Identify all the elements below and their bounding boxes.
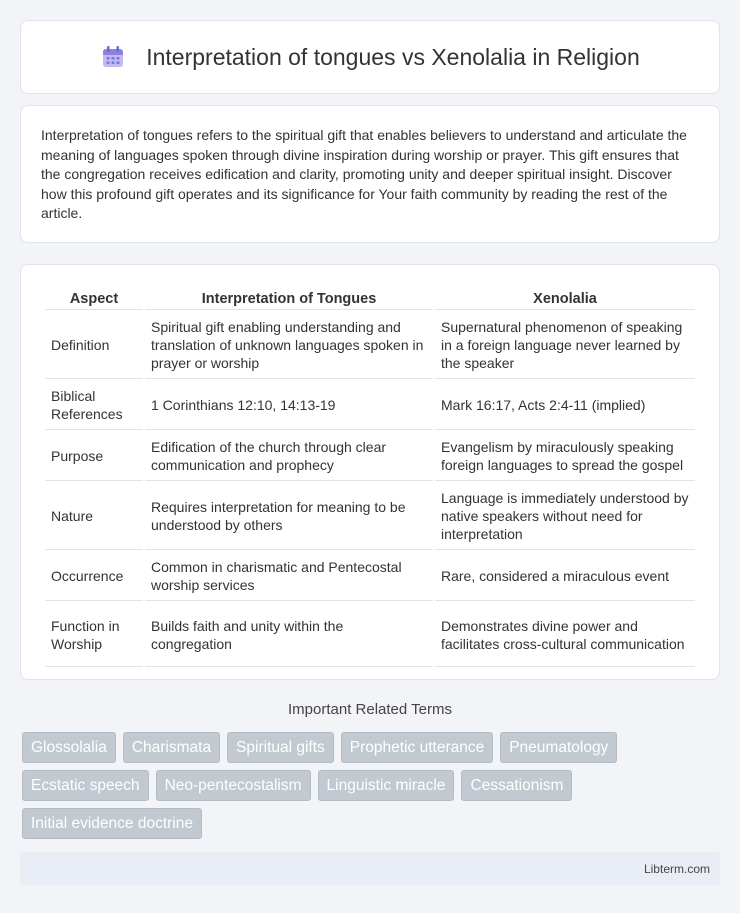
row-aspect: Purpose [45, 432, 143, 481]
comparison-table-card [20, 264, 720, 680]
related-terms-list [22, 732, 720, 839]
row-interpretation: Common in charismatic and Pentecostal worship services [145, 552, 433, 601]
row-interpretation: 1 Corinthians 12:10, 14:13-19 [145, 381, 433, 430]
table-row [45, 483, 695, 550]
related-term-tag[interactable]: Cessationism [461, 770, 572, 801]
table-row [45, 381, 695, 430]
table-row [45, 312, 695, 379]
intro-card [20, 105, 720, 243]
related-term-tag[interactable]: Charismata [123, 732, 220, 763]
row-aspect: Function in Worship [45, 603, 143, 667]
row-interpretation: Builds faith and unity within the congregation [145, 603, 433, 667]
row-interpretation: Spiritual gift enabling understanding and translation of unknown languages spoken in prayer or worship [145, 312, 433, 379]
row-xenolalia: Language is immediately understood by native speakers without need for interpretation [435, 483, 695, 550]
header-interpretation: Interpretation of Tongues [145, 287, 433, 310]
related-term-tag[interactable]: Linguistic miracle [318, 770, 455, 801]
row-xenolalia: Rare, considered a miraculous event [435, 552, 695, 601]
row-xenolalia: Demonstrates divine power and facilitates cross-cultural communication [435, 603, 695, 667]
row-xenolalia: Mark 16:17, Acts 2:4-11 (implied) [435, 381, 695, 430]
header-aspect: Aspect [45, 287, 143, 310]
table-row [45, 432, 695, 481]
related-term-tag[interactable]: Glossolalia [22, 732, 116, 763]
related-term-tag[interactable]: Neo-pentecostalism [156, 770, 311, 801]
footer-brand-link[interactable]: Libterm.com [643, 861, 710, 876]
row-interpretation: Requires interpretation for meaning to be understood by others [145, 483, 433, 550]
header-xenolalia: Xenolalia [435, 287, 695, 310]
table-header-row [45, 287, 695, 310]
row-aspect: Nature [45, 483, 143, 550]
row-aspect: Definition [45, 312, 143, 379]
table-row [45, 603, 695, 667]
intro-text: Interpretation of tongues refers to the spiritual gift that enables believers to understand and articulate the meaning of languages spoken through divine inspiration during worship or prayer. This gift ensures that the congregation receives edification and clarity, promoting unity and deeper spiritual insight. Discover how this profound gift operates and its significance for Your faith community by reading the rest of the article. [41, 127, 687, 221]
row-xenolalia: Supernatural phenomenon of speaking in a foreign language never learned by the speaker [435, 312, 695, 379]
related-term-tag[interactable]: Pneumatology [500, 732, 617, 763]
row-interpretation: Edification of the church through clear communication and prophecy [145, 432, 433, 481]
related-terms-heading: Important Related Terms [288, 701, 452, 718]
title-card [20, 20, 720, 94]
comparison-table [43, 285, 697, 669]
related-term-tag[interactable]: Prophetic utterance [341, 732, 493, 763]
table-row [45, 552, 695, 601]
row-aspect: Occurrence [45, 552, 143, 601]
page-title: Interpretation of tongues vs Xenolalia in Religion [146, 43, 640, 70]
related-term-tag[interactable]: Initial evidence doctrine [22, 808, 202, 839]
calendar-icon [100, 44, 126, 70]
related-term-tag[interactable]: Ecstatic speech [22, 770, 149, 801]
footer [20, 852, 720, 885]
row-aspect: Biblical References [45, 381, 143, 430]
related-term-tag[interactable]: Spiritual gifts [227, 732, 334, 763]
row-xenolalia: Evangelism by miraculously speaking foreign languages to spread the gospel [435, 432, 695, 481]
